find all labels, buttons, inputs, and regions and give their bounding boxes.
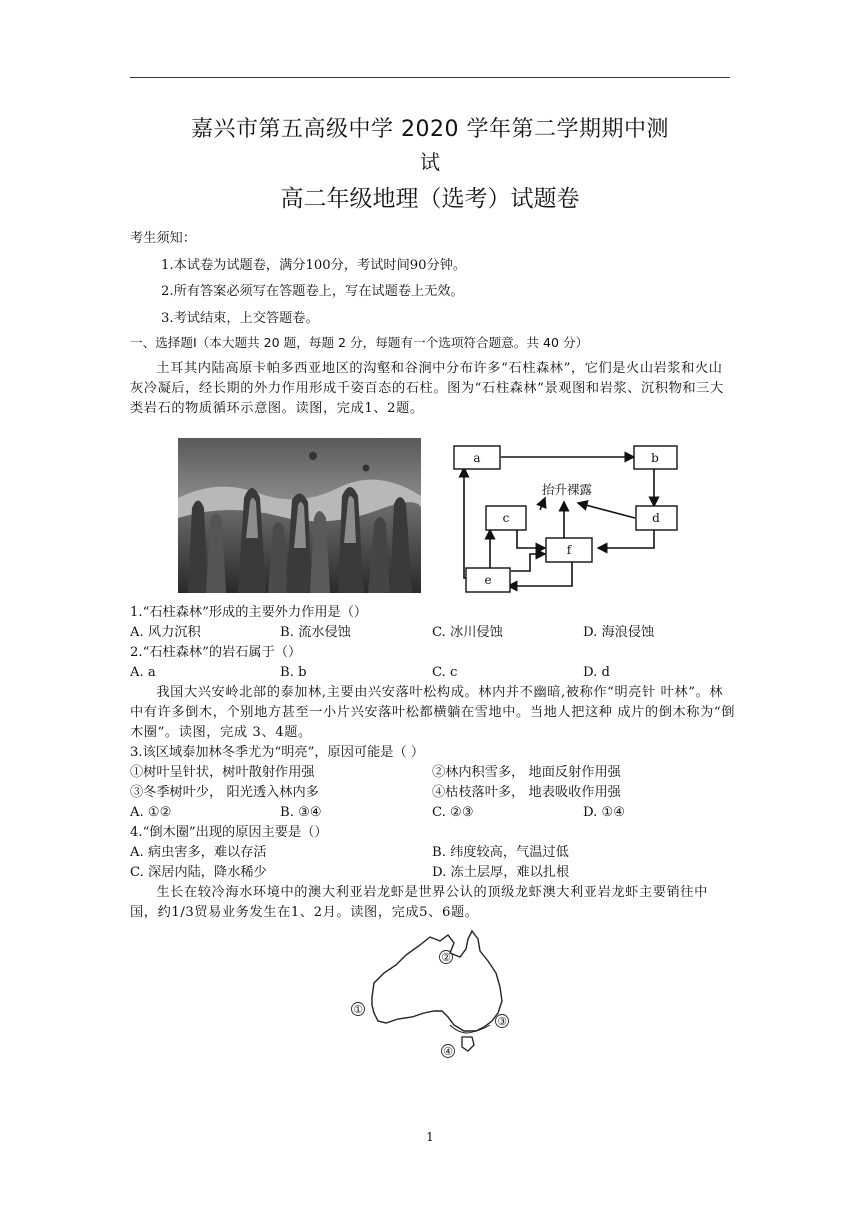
notice-item-2: 2.所有答案必须写在答题卷上，写在试题卷上无效。: [161, 284, 464, 299]
top-rule: [130, 77, 730, 78]
q3-option-d: D. ①④: [583, 805, 626, 820]
q2-stem: 2.“石柱森林”的岩石属于（）: [130, 645, 302, 660]
exam-subtitle: 高二年级地理（选考）试题卷: [280, 186, 580, 212]
map-marker-3: ③: [497, 1015, 507, 1028]
q2-option-c: C. c: [432, 665, 458, 680]
q4-option-d: D. 冻土层厚，难以扎根: [432, 865, 570, 880]
diagram-node-f: f: [566, 543, 572, 557]
map-marker-2: ②: [441, 951, 451, 964]
q3-choice-4: ④枯枝落叶多， 地表吸收作用强: [432, 785, 621, 800]
map-marker-4: ④: [443, 1045, 453, 1058]
stone-forest-photo: [178, 438, 421, 593]
q3-choice-3: ③冬季树叶少， 阳光透入林内多: [130, 785, 319, 800]
q1-stem: 1.“石柱森林”形成的主要外力作用是（）: [130, 605, 368, 620]
australia-map: [350, 925, 520, 1065]
page-number: 1: [426, 1130, 434, 1144]
exam-title-line1: 嘉兴市第五高级中学 2020 学年第二学期期中测: [191, 117, 669, 142]
passage-2: 我国大兴安岭北部的泰加林,主要由兴安落叶松构成。林内并不幽暗,被称作“明亮针 叶林”。林中有许多倒木，个别地方甚至一小片兴安落叶松都横躺在雪地中。当地人把这种 成片的倒木称为“倒木圈”。读图，完成 3、4题。: [130, 685, 735, 740]
rock-cycle-diagram: [450, 438, 690, 598]
q3-choice-1: ①树叶呈针状，树叶散射作用强: [130, 765, 315, 780]
diagram-node-d: d: [652, 511, 660, 525]
q3-option-b: B. ③④: [280, 805, 322, 820]
q4-stem: 4.“倒木圈”出现的原因主要是（）: [130, 825, 328, 840]
q1-option-d: D. 海浪侵蚀: [583, 625, 655, 640]
q2-option-a: A. a: [130, 665, 156, 680]
passage-1: 土耳其内陆高原卡帕多西亚地区的沟壑和谷涧中分布许多“石柱森林”，它们是火山岩浆和火山灰冷凝后，经长期的外力作用形成千姿百态的石柱。图为“石柱森林”景观图和岩浆、沉积物和三大类岩石的物质循环示意图。读图，完成1、2题。: [130, 361, 724, 416]
map-marker-1: ①: [353, 1003, 363, 1016]
q4-option-a: A. 病虫害多，难以存活: [130, 845, 267, 860]
q2-option-b: B. b: [280, 665, 307, 680]
diagram-node-c: c: [502, 511, 510, 525]
q4-option-b: B. 纬度较高，气温过低: [432, 845, 569, 860]
q1-option-a: A. 风力沉积: [130, 625, 201, 640]
diagram-node-e: e: [484, 573, 492, 587]
diagram-node-a: a: [473, 451, 481, 465]
notice-item-3: 3.考试结束，上交答题卷。: [161, 311, 319, 326]
exam-title-line2: 试: [420, 150, 440, 174]
q3-option-c: C. ②③: [432, 805, 474, 820]
diagram-center-label: 抬升裸露: [541, 482, 593, 497]
q4-option-c: C. 深居内陆，降水稀少: [130, 865, 267, 880]
q3-choice-2: ②林内积雪多， 地面反射作用强: [432, 765, 621, 780]
q3-option-a: A. ①②: [130, 805, 172, 820]
diagram-node-b: b: [651, 451, 659, 465]
notice-heading: 考生须知：: [130, 231, 196, 246]
notice-item-1: 1.本试卷为试题卷，满分100分，考试时间90分钟。: [161, 258, 467, 273]
q3-stem: 3.该区域泰加林冬季尤为“明亮”，原因可能是（ ）: [130, 745, 425, 760]
q1-option-c: C. 冰川侵蚀: [432, 625, 503, 640]
section-heading: 一、选择题Ⅰ（本大题共 20 题，每题 2 分，每题有一个选项符合题意。共 40 分）: [130, 335, 589, 350]
q2-option-d: D. d: [583, 665, 610, 680]
passage-3: 生长在较冷海水环境中的澳大利亚岩龙虾是世界公认的顶级龙虾澳大利亚岩龙虾主要销往中国，约1/3贸易业务发生在1、2月。读图，完成5、6题。: [130, 885, 708, 920]
q1-option-b: B. 流水侵蚀: [280, 625, 351, 640]
